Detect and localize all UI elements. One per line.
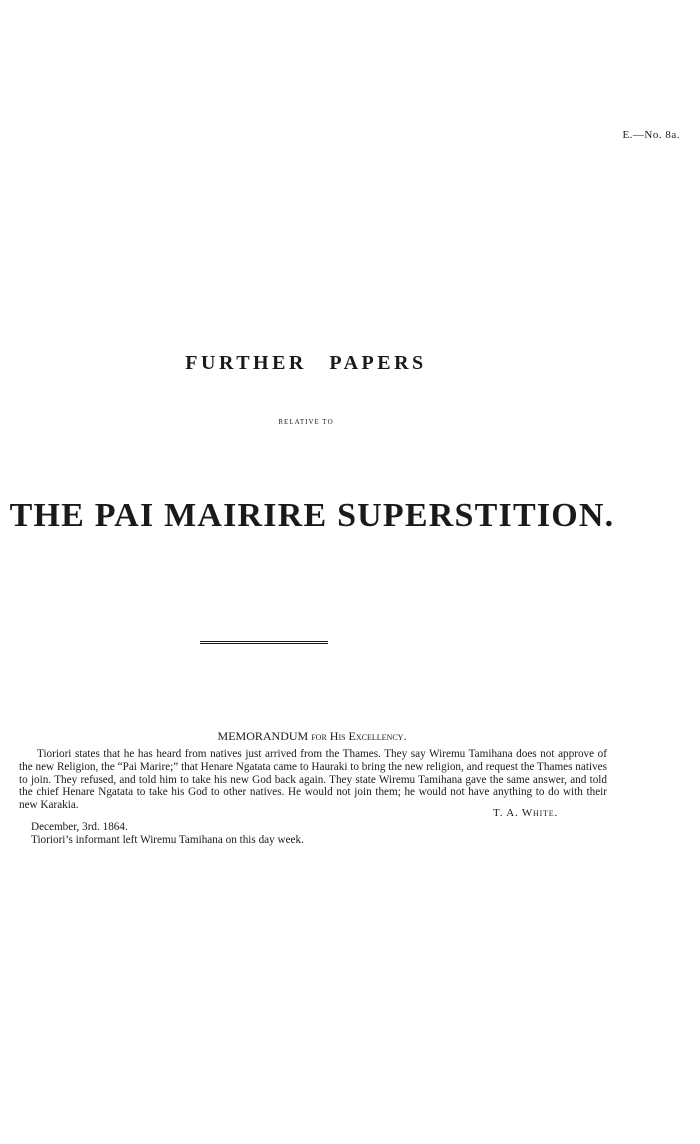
title-main: THE PAI MAIRIRE SUPERSTITION. — [9, 497, 615, 534]
divider-rule — [200, 641, 328, 645]
signature: T. A. White. — [493, 807, 558, 819]
memo-note: Tioriori’s informant left Wiremu Tamihana on this day week. — [31, 834, 304, 846]
memo-body: Tioriori states that he has heard from natives just arrived from the Thames. They say Wiremu Tamihana does not approve of the new Religion, the “Pai Marire;” that Henare Ngatata came to Hauraki to bring the new religion, and request the Thames natives to join. They refused, and told him to take his new God back again. They state Wiremu Tamihana gave the same answer, and told the chief Henare Ngatata to take his God to other natives. He would not join them; he would not have anything to do with their new Karakia. — [19, 748, 607, 812]
title-relative-to: RELATIVE TO — [278, 418, 334, 426]
title-further-papers: FURTHER PAPERS — [185, 352, 427, 374]
memo-heading — [0, 729, 624, 744]
document-reference: E.—No. 8a. — [622, 129, 680, 141]
memo-heading-recipient: for His Excellency. — [311, 729, 407, 743]
memo-date: December, 3rd. 1864. — [31, 821, 128, 833]
memo-heading-main: MEMORANDUM — [217, 729, 309, 743]
